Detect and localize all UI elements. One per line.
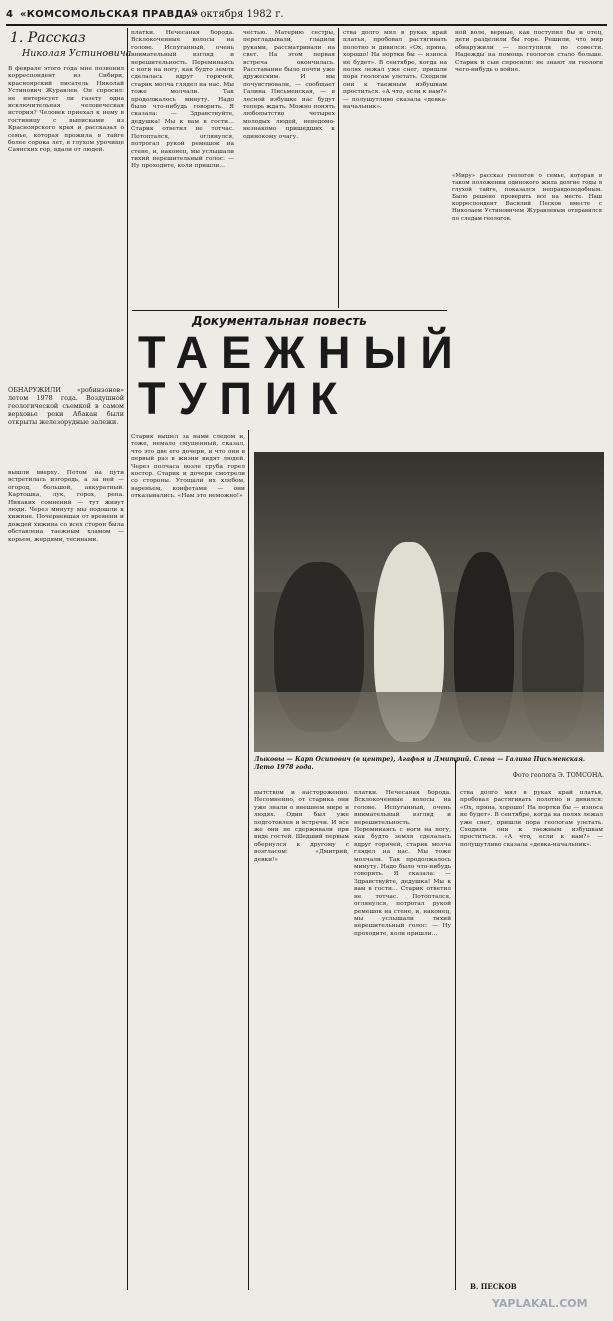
text-column: ства долго мял в руках край платья, пробовал растягивать полотно и дивился: «Ох, пряна, хорошо! На портки бы — износа не будет». В сентябре, когда на полях лежал уже снег, пришли пора геологам улетать. Сходили они к таежным избушкам проститься. «А что, если к нам?» — полушутливо сказала «девка-начальник». (460, 790, 603, 848)
section-author: Николая Устиновича (22, 48, 132, 59)
editorial-note: «Миру» рассказ геологов о семье, которая в таком положении одинокого жила долгие годы в глухой тайге, показался неправдоподобным. Было решено проверить все на месте. Наш корреспондент Василий Песков вместе с Николаем Устиновичем Журавлевым отправился по следам геологов. (452, 173, 602, 222)
newspaper-name: «КОМСОМОЛЬСКАЯ ПРАВДА» (20, 9, 199, 20)
column-divider (455, 760, 456, 1290)
headline-line-2: ТУПИК (138, 373, 351, 424)
column-divider (248, 430, 249, 1290)
headline-rule (132, 310, 447, 311)
text-column: вышли вверху. Потом на пути встретилась изгородь, а за ней — огород, большой, аккуратный. Картошка, лук, горох, репа. Никаких сомнений — тут живут люди. Через минуту мы подошли к хижине. Почерневшая от времени и дождей хижина со всех сторон была обставлена таежным хламом — корьем, жердями, тесинами. (8, 470, 124, 543)
headline-line-1: ТАЕЖНЫЙ (138, 327, 466, 378)
author-signature: В. ПЕСКОВ (470, 1282, 517, 1291)
photo-credit: Фото геолога Э. ТОМСОНА. (512, 772, 604, 779)
text-column: платки. Нечесаная борода. Всклокоченные волосы на голове. Испуганный, очень внимательный взгляд и нерешительность. Переминаясь с ноги на ногу, как будто земля сделалась вдруг горячей, старик молча глядел на нас. Мы тоже молчали. Так продолжалось минуту. Надо было что-нибудь говорить. Я сказала: — Здравствуйте, дедушка! Мы к вам в гости… Старик ответил не тотчас. Потоптался, оглянулся, потрогал рукой ремешок на стене, и, наконец, мы услышали тихий нерешительный голос: — Ну проходите, коли пришли… (131, 30, 234, 170)
page-header (6, 6, 607, 26)
caption-text: Лыковы — Карп Осипович (в центре), Агафья и Дмитрий. Слева — Галина Письменская. Лето 1978 года. (254, 756, 586, 771)
kicker: Документальная повесть (192, 314, 367, 328)
column-divider (127, 28, 128, 1290)
text-column: платки. Нечесаная борода. Всклокоченные волосы на голове. Испуганный, очень внимательный взгляд и нерешительность. Переминаясь с ноги на ногу, как будто земля сделалась вдруг горячей, старик молча глядел на нас. Мы тоже молчали. Так продолжалось минуту. Надо было что-нибудь говорить. Я сказала: — Здравствуйте, дедушка! Мы к вам в гости… Старик ответил не тотчас. Потоптался, оглянулся, потрогал рукой ремешок на стене, и, наконец, мы услышали тихий нерешительный голос: — Ну проходите, коли пришли… (354, 790, 451, 937)
text-column: пытством и настороженно. Несомненно, от старика они уже знали о внешнем мире и людях. Один был уже подготовлен и встречи. И все же они не сдерживали при виде гостей. Шедший первым обернулся к другому с возгласом: «Дмитрий, девки!» (254, 790, 349, 863)
text-column: ства долго мял в руках край платья, пробовал растягивать полотно и дивился: «Ох, пряна, хорошо! На портки бы — износа не будет». В сентябре, когда на полях лежал уже снег, пришли пора геологам улетать. Сходили они к таежным избушкам проститься. «А что, если к нам?» — полушутливо сказала «девка-начальник». (343, 30, 447, 111)
section-title: 1. Рассказ (10, 30, 86, 46)
column-divider (338, 28, 339, 308)
page-number: 4 (6, 9, 13, 20)
issue-date: 9 октября 1982 г. (191, 9, 284, 20)
text-column: В феврале этого года мне позвонил корреспондент из Сибири, красноярский писатель Николай Устинович Журавлев. Он спросил: не интересует ли газету одна исключительная человеческая история? Человек приехал к нему в гостиницу с выписками из Красноярского края и рассказал о семье, которая прожила в тайге более сорока лет, в глухом урочище Саянских гор, вдали от людей. (8, 66, 124, 154)
photo-caption (254, 756, 604, 780)
text-column: ной воле, верные, как поступил бы и отец, дети разделили бы горе. Решили, что мир обнаружили — поступили по совести. Надежды на помощь геологов стало больше. Старик и сын спросили: не знают ли геологи чего-нибудь о войне. (455, 30, 603, 74)
news-photo (254, 452, 604, 752)
watermark-logo: YAPLAKAL.COM (492, 1297, 588, 1310)
lead-paragraph: ОБНАРУЖИЛИ «робинзонов» летом 1978 года. Воздушной геологической съемкой в самом верховье реки Абакан были открыты железорудные залежи. (8, 386, 124, 426)
text-column: честью. Материю сестры, перегладывали, гладили руками, рассматривали на свет. На этом первая встреча окончилась. Расставание было почти уже дружеским. И мы почувствовали, — сообщает Галина Письменская, — в лесной избушке нас будут теперь ждать. Можно понять любопытство четырех молодых людей, неведомо-незнакомо пришедших к одинокому очагу. (243, 30, 335, 140)
text-column: Старик вышел за нами следом и, тоже, немало смущенный, сказал, что это две его дочери, и что они в первый раз в жизни видят людей. Через полчаса возле сруба горел костер. Старик и дочери смотрели со стороны. Угощали их хлебом, вареньем, конфетами — они отказывались. «Нам это неможно!» (131, 434, 245, 500)
